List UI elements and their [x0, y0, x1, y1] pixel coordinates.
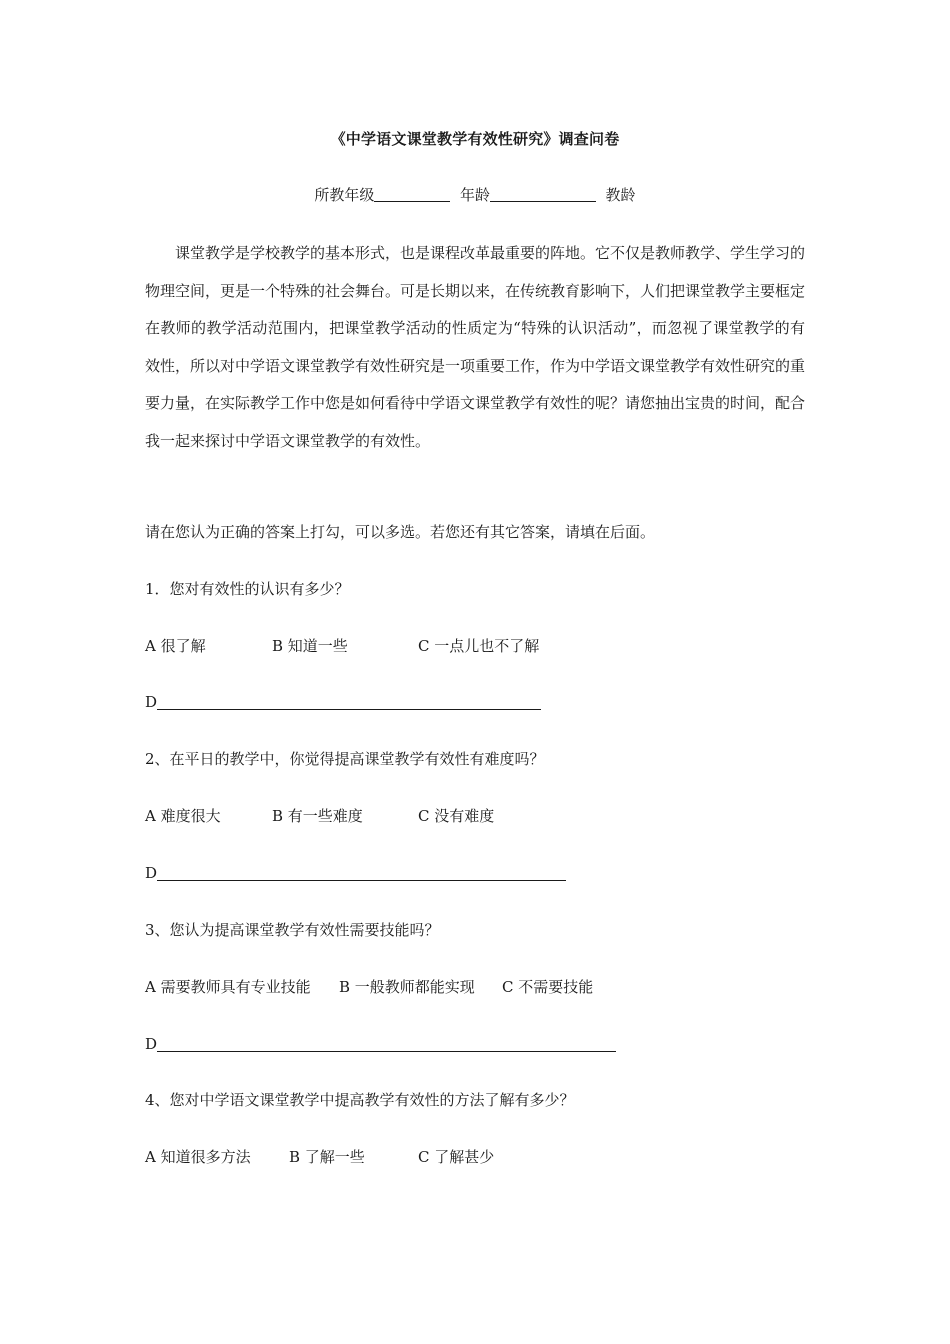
question-1-text: 1．您对有效性的认识有多少？ [145, 580, 350, 598]
question-2-option-d-label: D [145, 864, 158, 882]
question-2-text: 2、在平日的教学中，你觉得提高课堂教学有效性有难度吗？ [145, 750, 545, 768]
grade-label: 所教年级 [314, 186, 375, 204]
grade-blank[interactable] [374, 185, 450, 202]
question-4-option-b[interactable]: B 了解一些 [289, 1148, 365, 1166]
question-3-option-c[interactable]: C 不需要技能 [502, 978, 594, 996]
age-blank[interactable] [490, 185, 596, 202]
question-1-option-c[interactable]: C 一点儿也不了解 [418, 637, 540, 655]
question-1-fill-blank[interactable] [157, 693, 541, 710]
question-3-option-d-label: D [145, 1035, 158, 1053]
question-2-option-b[interactable]: B 有一些难度 [272, 807, 363, 825]
question-4-option-c[interactable]: C 了解甚少 [418, 1148, 495, 1166]
question-2-option-c[interactable]: C 没有难度 [418, 807, 495, 825]
question-1-option-b[interactable]: B 知道一些 [272, 637, 348, 655]
age-label: 年龄 [459, 186, 490, 204]
question-2-fill-blank[interactable] [157, 864, 566, 881]
teaching-years-label: 教龄 [605, 186, 636, 204]
question-3-option-b[interactable]: B 一般教师都能实现 [339, 978, 475, 996]
respondent-info-line [0, 184, 950, 206]
question-1-option-a[interactable]: A 很了解 [145, 637, 206, 655]
question-4-text: 4、您对中学语文课堂教学中提高教学有效性的方法了解有多少？ [145, 1091, 575, 1109]
question-1-option-d[interactable] [145, 691, 541, 713]
question-2-option-d[interactable] [145, 862, 566, 884]
question-3-fill-blank[interactable] [157, 1035, 616, 1052]
intro-paragraph: 课堂教学是学校教学的基本形式，也是课程改革最重要的阵地。它不仅是教师教学、学生学习的物理空间，更是一个特殊的社会舞台。可是长期以来，在传统教育影响下，人们把课堂教学主要框定在教师的教学活动范围内，把课堂教学活动的性质定为“特殊的认识活动”，而忽视了课堂教学的有效性，所以对中学语文课堂教学有效性研究是一项重要工作，作为中学语文课堂教学有效性研究的重要力量，在实际教学工作中您是如何看待中学语文课堂教学有效性的呢？请您抽出宝贵的时间，配合我一起来探讨中学语文课堂教学的有效性。 [145, 244, 806, 450]
document-title: 《中学语文课堂教学有效性研究》调查问卷 [330, 130, 620, 148]
question-3-option-a[interactable]: A 需要教师具有专业技能 [145, 978, 311, 996]
question-2-option-a[interactable]: A 难度很大 [145, 807, 221, 825]
instruction-text: 请在您认为正确的答案上打勾，可以多选。若您还有其它答案，请填在后面。 [145, 523, 656, 541]
question-3-text: 3、您认为提高课堂教学有效性需要技能吗？ [145, 921, 440, 939]
question-1-option-d-label: D [145, 693, 158, 711]
question-3-option-d[interactable] [145, 1033, 616, 1055]
question-4-option-a[interactable]: A 知道很多方法 [145, 1148, 251, 1166]
